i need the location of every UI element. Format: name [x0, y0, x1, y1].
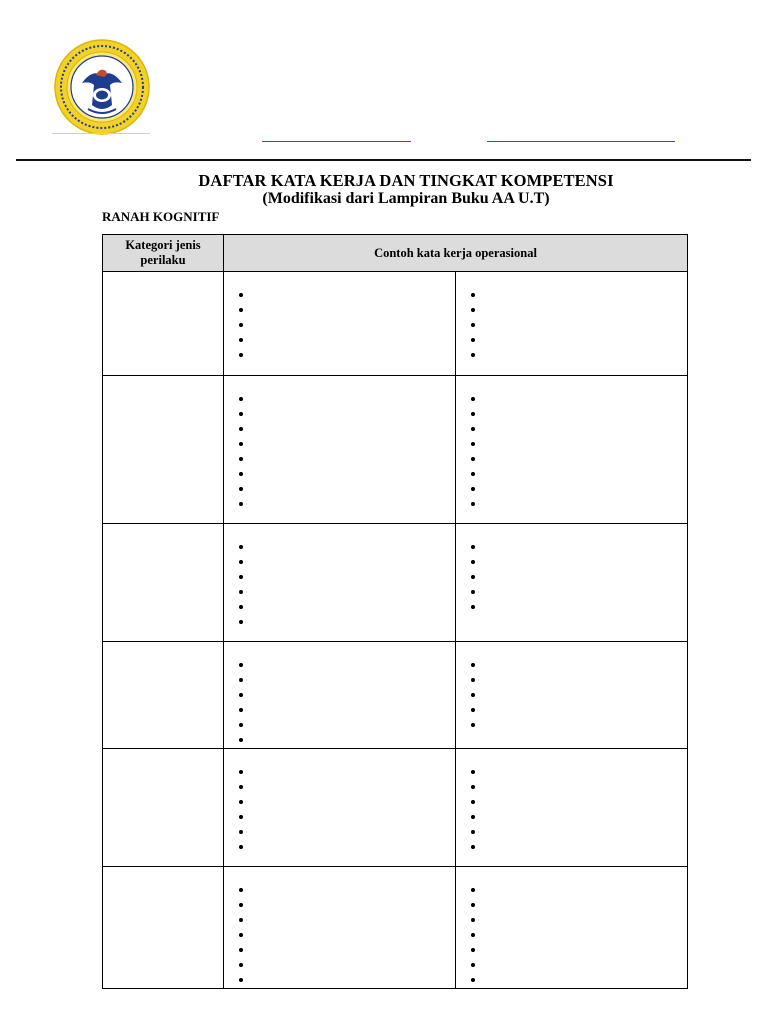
bullet-item [456, 392, 687, 407]
bullet-item [456, 600, 687, 615]
table-row [103, 376, 688, 524]
bullet-item [224, 733, 455, 748]
category-cell[interactable] [103, 272, 224, 376]
bullet-item [456, 673, 687, 688]
bullet-item [224, 703, 455, 718]
category-cell[interactable] [103, 749, 224, 867]
examples-cell-right[interactable] [456, 272, 688, 376]
bullet-item [224, 943, 455, 958]
bullet-item [456, 795, 687, 810]
bullet-item [456, 973, 687, 988]
table-row [103, 749, 688, 867]
bullet-item [456, 913, 687, 928]
bullet-item [224, 333, 455, 348]
bullet-list [456, 658, 687, 733]
bullet-item [224, 973, 455, 988]
bullet-item [224, 585, 455, 600]
bullet-item [224, 437, 455, 452]
bullet-item [456, 540, 687, 555]
document-subtitle: (Modifikasi dari Lampiran Buku AA U.T) [262, 190, 550, 207]
bullet-item [456, 318, 687, 333]
bullet-item [224, 780, 455, 795]
bullet-item [456, 348, 687, 363]
bullet-item [456, 497, 687, 512]
column-header-category: Kategori jenis perilaku [103, 235, 224, 272]
bullet-item [224, 688, 455, 703]
bullet-item [456, 555, 687, 570]
bullet-item [456, 703, 687, 718]
examples-cell-left[interactable] [224, 642, 456, 749]
bullet-item [224, 840, 455, 855]
header-link-2[interactable] [487, 141, 675, 142]
bullet-item [456, 570, 687, 585]
examples-cell-left[interactable] [224, 867, 456, 989]
examples-cell-right[interactable] [456, 376, 688, 524]
bullet-item [456, 303, 687, 318]
bullet-item [224, 452, 455, 467]
bullet-item [224, 482, 455, 497]
bullet-list [224, 288, 455, 363]
header-link-1[interactable] [262, 141, 411, 142]
bullet-list [224, 883, 455, 988]
bullet-item [224, 825, 455, 840]
bullet-list [456, 392, 687, 512]
bullet-item [456, 437, 687, 452]
bullet-list [456, 883, 687, 988]
bullet-item [224, 348, 455, 363]
bullet-item [224, 718, 455, 733]
seal-icon [52, 39, 152, 135]
examples-cell-right[interactable] [456, 867, 688, 989]
section-heading: RANAH KOGNITIF [102, 209, 220, 224]
bullet-item [224, 392, 455, 407]
bullet-item [456, 958, 687, 973]
table-row [103, 867, 688, 989]
bullet-item [224, 810, 455, 825]
table-row [103, 272, 688, 376]
category-cell[interactable] [103, 642, 224, 749]
bullet-list [224, 392, 455, 512]
bullet-item [456, 883, 687, 898]
bullet-item [456, 422, 687, 437]
bullet-item [456, 718, 687, 733]
bullet-item [456, 780, 687, 795]
bullet-item [224, 795, 455, 810]
bullet-list [224, 540, 455, 630]
bullet-list [456, 288, 687, 363]
examples-cell-right[interactable] [456, 642, 688, 749]
bullet-item [456, 452, 687, 467]
examples-cell-left[interactable] [224, 272, 456, 376]
bullet-item [224, 303, 455, 318]
bullet-item [224, 765, 455, 780]
bullet-item [456, 840, 687, 855]
bullet-item [456, 407, 687, 422]
bullet-item [456, 585, 687, 600]
examples-cell-left[interactable] [224, 376, 456, 524]
bullet-item [456, 467, 687, 482]
bullet-item [224, 600, 455, 615]
bullet-item [224, 913, 455, 928]
bullet-list [456, 765, 687, 855]
bullet-item [456, 288, 687, 303]
table-row [103, 642, 688, 749]
university-seal-logo [52, 39, 152, 135]
examples-cell-right[interactable] [456, 749, 688, 867]
table-row [103, 524, 688, 642]
bullet-item [224, 467, 455, 482]
bullet-item [224, 407, 455, 422]
bullet-item [224, 318, 455, 333]
bullet-item [224, 883, 455, 898]
bullet-item [456, 943, 687, 958]
bullet-item [224, 555, 455, 570]
bullet-item [224, 958, 455, 973]
bullet-list [456, 540, 687, 615]
logo-underline [52, 133, 150, 134]
competency-table [102, 234, 688, 989]
bullet-item [456, 482, 687, 497]
examples-cell-left[interactable] [224, 749, 456, 867]
bullet-item [456, 928, 687, 943]
header-divider [16, 159, 751, 161]
category-cell[interactable] [103, 376, 224, 524]
bullet-item [224, 615, 455, 630]
bullet-item [456, 688, 687, 703]
category-cell[interactable] [103, 867, 224, 989]
bullet-item [224, 928, 455, 943]
bullet-item [456, 333, 687, 348]
bullet-item [224, 658, 455, 673]
bullet-item [224, 497, 455, 512]
bullet-item [224, 422, 455, 437]
examples-cell-left[interactable] [224, 524, 456, 642]
bullet-item [456, 810, 687, 825]
bullet-item [224, 540, 455, 555]
bullet-list [224, 765, 455, 855]
bullet-item [224, 898, 455, 913]
column-header-examples: Contoh kata kerja operasional [224, 235, 688, 272]
bullet-item [456, 825, 687, 840]
bullet-item [224, 570, 455, 585]
bullet-item [456, 658, 687, 673]
document-title: DAFTAR KATA KERJA DAN TINGKAT KOMPETENSI [198, 171, 614, 190]
bullet-list [224, 658, 455, 748]
bullet-item [224, 288, 455, 303]
category-cell[interactable] [103, 524, 224, 642]
bullet-item [224, 673, 455, 688]
bullet-item [456, 898, 687, 913]
examples-cell-right[interactable] [456, 524, 688, 642]
bullet-item [456, 765, 687, 780]
